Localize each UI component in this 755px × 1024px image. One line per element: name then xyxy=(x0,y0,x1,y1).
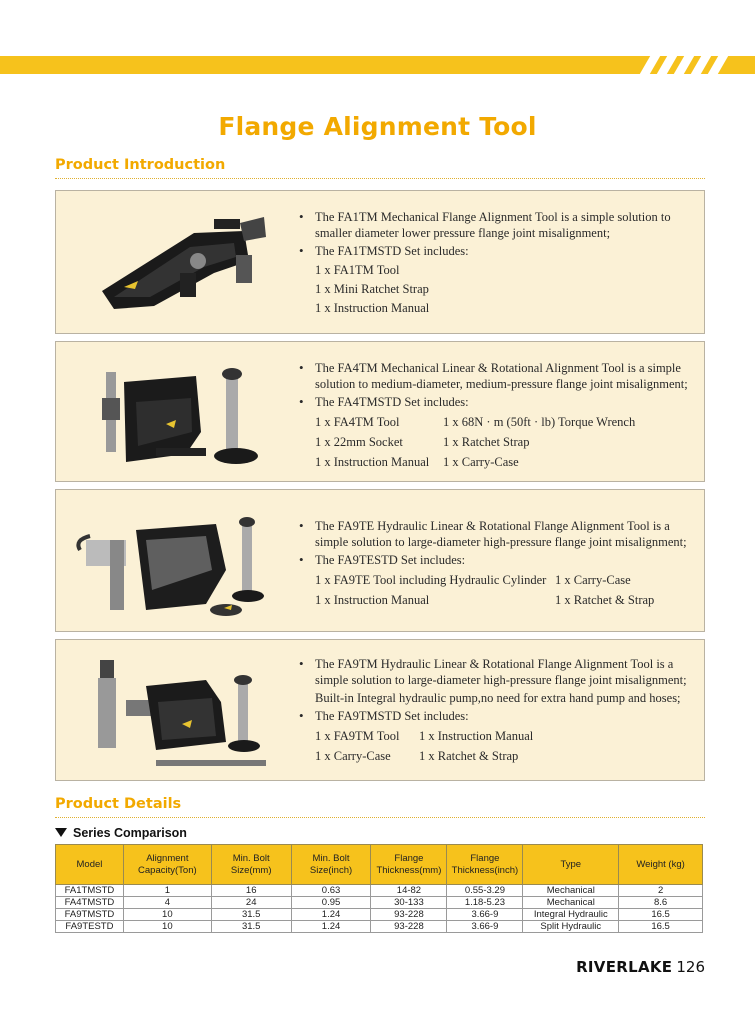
table-row xyxy=(56,885,703,897)
fa4tm-item: 1 x 68N · m (50ft · lb) Torque Wrench xyxy=(443,415,636,429)
fa9te-item: 1 x FA9TE Tool including Hydraulic Cylinder xyxy=(315,573,547,587)
fa4tm-item-row xyxy=(299,414,694,430)
table-cell: 1.18-5.23 xyxy=(447,897,523,909)
table-cell: 0.95 xyxy=(291,897,371,909)
fa9te-item-row xyxy=(299,572,694,588)
table-cell: 31.5 xyxy=(211,921,291,933)
fa4tm-set-label: • The FA4TMSTD Set includes: xyxy=(299,394,694,410)
fa9tm-item: 1 x Instruction Manual xyxy=(419,729,534,743)
fa1tm-description: • The FA1TM Mechanical Flange Alignment Tool is a simple solution to smaller diameter lower pressure flange joint misalignment; xyxy=(299,209,694,241)
fa4tm-text xyxy=(299,360,694,470)
table-header: Type xyxy=(523,845,619,885)
fa1tm-item: 1 x FA1TM Tool xyxy=(315,263,400,277)
fa9te-item-row xyxy=(299,592,694,608)
series-comparison-label: Series Comparison xyxy=(73,826,187,840)
table-cell: 16.5 xyxy=(619,909,703,921)
table-header: Min. Bolt Size(inch) xyxy=(291,845,371,885)
table-cell: 4 xyxy=(123,897,211,909)
table-cell: 16 xyxy=(211,885,291,897)
fa9tm-item-row xyxy=(299,748,694,764)
table-cell: FA9TESTD xyxy=(56,921,124,933)
fa4tm-item: 1 x FA4TM Tool xyxy=(315,415,400,429)
triangle-down-icon xyxy=(55,828,67,837)
brand-logo: RIVERLAKE xyxy=(576,958,673,976)
fa4tm-item: 1 x Ratchet Strap xyxy=(443,435,530,449)
fa4tm-item: 1 x Instruction Manual xyxy=(315,455,430,469)
table-cell: 10 xyxy=(123,909,211,921)
table-cell: 8.6 xyxy=(619,897,703,909)
fa4tm-description: • The FA4TM Mechanical Linear & Rotational Alignment Tool is a simple solution to medium-diameter, medium-pressure flange joint misalignment; xyxy=(299,360,694,392)
table-header: Flange Thickness(inch) xyxy=(447,845,523,885)
table-row xyxy=(56,909,703,921)
product-card-fa4tm xyxy=(55,341,705,482)
section-divider xyxy=(55,817,705,818)
fa1tm-set-label: • The FA1TMSTD Set includes: xyxy=(299,243,694,259)
table-row xyxy=(56,897,703,909)
fa9tm-tool-image xyxy=(86,650,286,775)
table-cell: 3.66-9 xyxy=(447,909,523,921)
section-product-details: Product Details xyxy=(55,796,182,812)
fa1tm-item: 1 x Instruction Manual xyxy=(315,301,430,315)
table-cell: 3.66-9 xyxy=(447,921,523,933)
section-product-introduction: Product Introduction xyxy=(55,157,226,173)
table-cell: FA4TMSTD xyxy=(56,897,124,909)
table-cell: 16.5 xyxy=(619,921,703,933)
product-card-fa1tm xyxy=(55,190,705,334)
fa4tm-item: 1 x Carry-Case xyxy=(443,455,519,469)
fa9tm-item: 1 x FA9TM Tool xyxy=(315,729,400,743)
fa9tm-text xyxy=(299,656,694,764)
fa4tm-item-row xyxy=(299,434,694,450)
fa9te-description: • The FA9TE Hydraulic Linear & Rotational Flange Alignment Tool is a simple solution to large-diameter high-pressure flange joint misalignment; xyxy=(299,518,694,550)
table-cell: 1.24 xyxy=(291,909,371,921)
table-cell: Mechanical xyxy=(523,885,619,897)
table-row xyxy=(56,921,703,933)
table-cell: 10 xyxy=(123,921,211,933)
table-cell: FA9TMSTD xyxy=(56,909,124,921)
page-title: Flange Alignment Tool xyxy=(218,112,537,141)
table-cell: 31.5 xyxy=(211,909,291,921)
table-cell: 93-228 xyxy=(371,921,447,933)
table-cell: Split Hydraulic xyxy=(523,921,619,933)
header-stripes xyxy=(645,56,735,74)
product-card-fa9te xyxy=(55,489,705,632)
fa9tm-set-label: • The FA9TMSTD Set includes: xyxy=(299,708,694,724)
table-cell: 93-228 xyxy=(371,909,447,921)
table-header: Flange Thickness(mm) xyxy=(371,845,447,885)
table-header-row xyxy=(56,845,703,885)
fa9tm-item-row xyxy=(299,728,694,744)
table-cell: 1.24 xyxy=(291,921,371,933)
series-comparison-heading xyxy=(55,826,187,840)
fa9te-tool-image xyxy=(76,510,286,620)
fa1tm-tool-image xyxy=(94,211,269,311)
table-cell: 0.63 xyxy=(291,885,371,897)
fa9te-set-label: • The FA9TESTD Set includes: xyxy=(299,552,694,568)
brand-footer xyxy=(576,958,705,976)
fa1tm-item: 1 x Mini Ratchet Strap xyxy=(315,282,429,296)
table-cell: 2 xyxy=(619,885,703,897)
fa9tm-item: 1 x Carry-Case xyxy=(315,749,391,763)
table-cell: 0.55-3.29 xyxy=(447,885,523,897)
table-cell: 30-133 xyxy=(371,897,447,909)
table-header: Alignment Capacity(Ton) xyxy=(123,845,211,885)
table-cell: FA1TMSTD xyxy=(56,885,124,897)
table-header: Weight (kg) xyxy=(619,845,703,885)
table-cell: 24 xyxy=(211,897,291,909)
fa9te-item: 1 x Carry-Case xyxy=(555,573,631,587)
fa9tm-extra-note: Built-in Integral hydraulic pump,no need for extra hand pump and hoses; xyxy=(315,691,681,705)
product-card-fa9tm xyxy=(55,639,705,781)
table-header: Model xyxy=(56,845,124,885)
table-cell: 1 xyxy=(123,885,211,897)
fa9te-item: 1 x Instruction Manual xyxy=(315,593,430,607)
table-header: Min. Bolt Size(mm) xyxy=(211,845,291,885)
table-cell: Mechanical xyxy=(523,897,619,909)
table-cell: Integral Hydraulic xyxy=(523,909,619,921)
fa9tm-item: 1 x Ratchet & Strap xyxy=(419,749,519,763)
fa9te-item: 1 x Ratchet & Strap xyxy=(555,593,655,607)
fa9tm-description: • The FA9TM Hydraulic Linear & Rotational Flange Alignment Tool is a simple solution to large-diameter high-pressure flange joint misalignment; xyxy=(299,656,694,688)
page-number: 126 xyxy=(676,958,705,976)
section-divider xyxy=(55,178,705,179)
fa4tm-tool-image xyxy=(96,362,276,472)
fa4tm-item: 1 x 22mm Socket xyxy=(315,435,403,449)
fa4tm-item-row xyxy=(299,454,694,470)
fa1tm-text xyxy=(299,209,694,316)
table-cell: 14-82 xyxy=(371,885,447,897)
series-comparison-table xyxy=(55,844,703,933)
fa9te-text xyxy=(299,518,694,608)
